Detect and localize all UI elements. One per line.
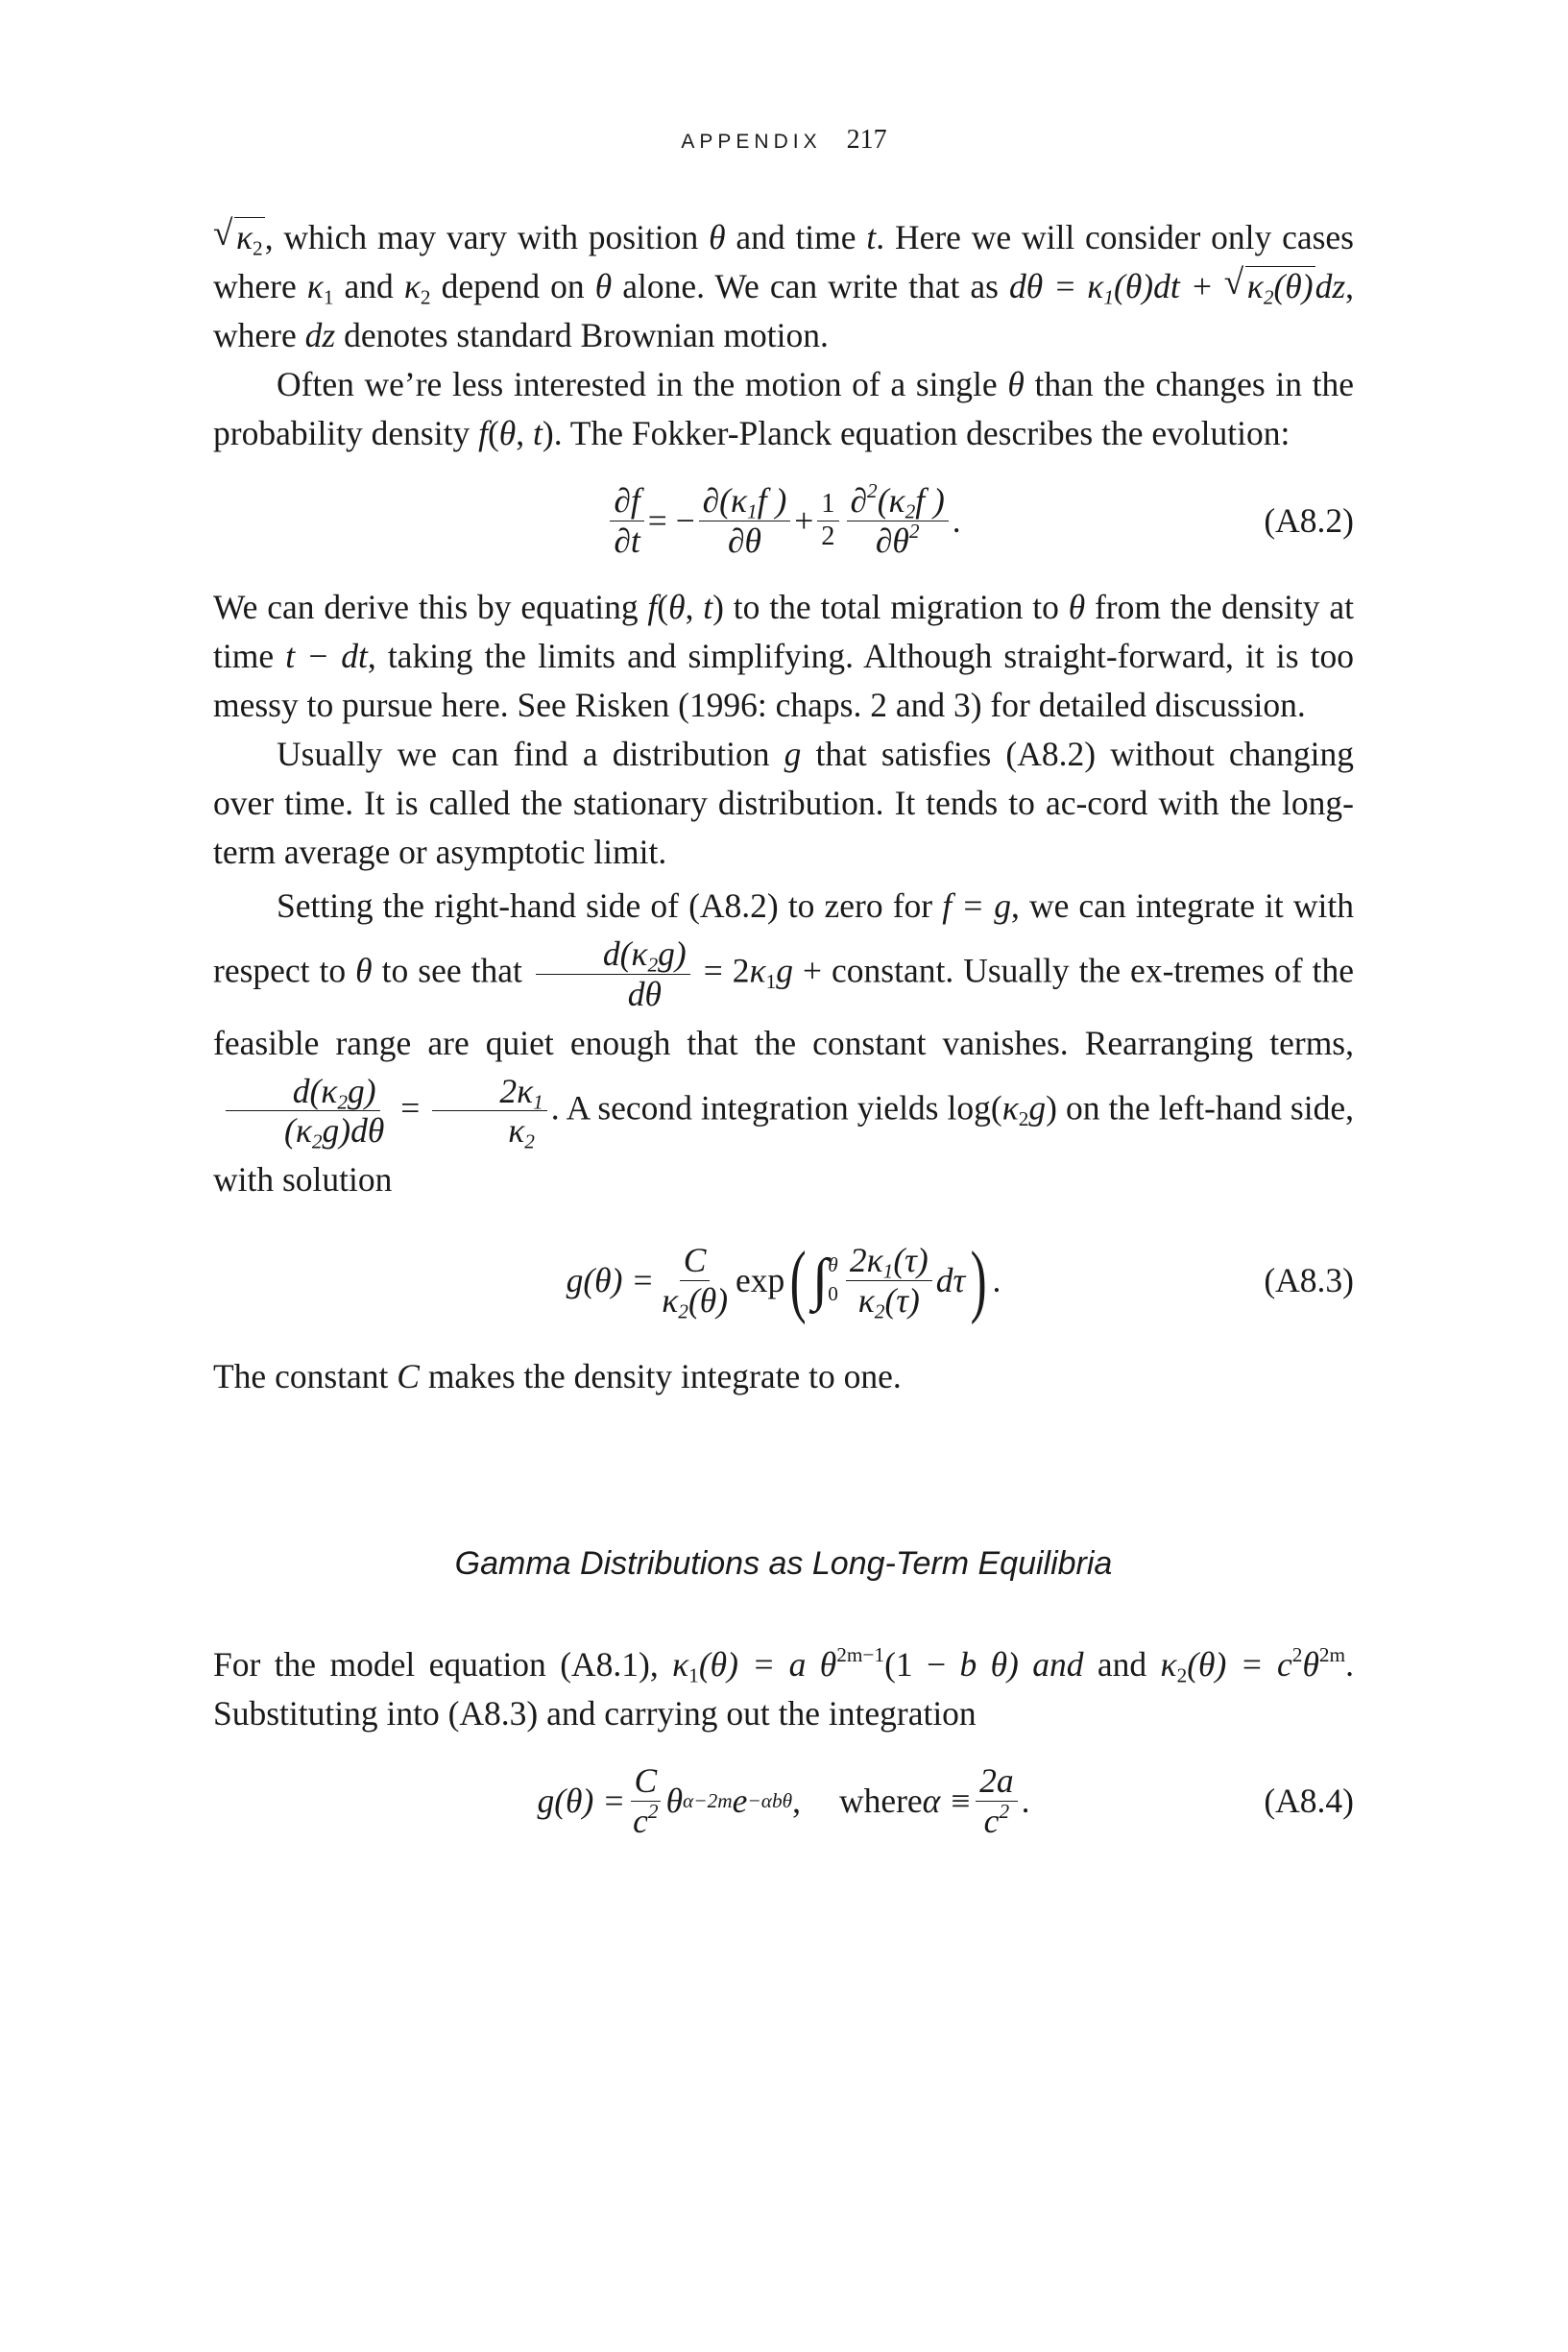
frac-ratio: $\frac{2\kappa_1}{\kappa_2}$ [432,1072,546,1152]
integral-sign: ∫ [811,1248,829,1313]
equation-number-a8-4: (A8.4) [1264,1782,1354,1821]
running-head: APPENDIX [681,131,822,153]
equation-number-a8-2: (A8.2) [1264,501,1354,540]
sqrt-kappa2: √ $\kappa_2$ [213,213,265,262]
equation-number-a8-3: (A8.3) [1264,1261,1354,1300]
frac-diffusion: $\frac{\partial^2(\kappa_2f )}{\partial\theta^2}$ [847,481,949,561]
paragraph-2: Often we’re less interested in the motion of a single θ than the changes in the probability density f(θ, t). The Fokker-Planck equation describes the evolution: [213,365,1354,452]
frac-drift: $\frac{\partial(\kappa_1f )}{\partial\theta}$ [699,481,791,561]
equation-a8-4: g(θ) = $\frac{C}{c^2}$ θ α−2m e −αbθ , where α ≡ $\frac{2a}{c^2}$ . (A8.4) [537,1760,1354,1840]
frac-d-kappa2-g: $\frac{d(\kappa_2g)}{d\theta}$ [536,934,690,1014]
frac-2a-c2: $\frac{2a}{c^2}$ [976,1761,1018,1841]
section-heading: Gamma Distributions as Long-Term Equilibria [454,1545,1113,1583]
paragraph-5: Setting the right-hand side of (A8.2) to zero for f = g, we can integrate it with respect to θ to see that $\frac{d(\kappa_2g)}{d\theta}$ = $2\kappa_1g$ + constant. Usually the ex-tremes of the feasible range are quiet enough that the constant vanishes. Rearranging terms, $\frac{d(\kappa_2g)}{(\kappa_2g)d\theta}$ = $\frac{2\kappa_1}{\kappa_2}$ . A second integration yields $\log(\kappa_2g)$ on the left-hand side, with solution [213,886,1354,1200]
sde-equation: $d\theta = \kappa_1(\theta)dt$ + √ $\kappa_2(\theta)dz$ [1009,267,1345,305]
equation-a8-3: g(θ) = $\frac{C}{\kappa_2(\theta)}$ exp ( ∫ θ 0 $\frac{2\kappa_1(\tau)}{\kappa_2(\tau)}$ dτ ) . (A8.3) [566,1234,1354,1325]
paragraph-3: We can derive this by equating f(θ, t) to the total migration to θ from the density at time t − dt, taking the limits and simplifying. Although straight-forward, it is too messy to pursue here. See Risken (1996: chaps. 2 and 3) for detailed discussion. [213,588,1355,724]
paragraph-4: Usually we can find a distribution g that satisfies (A8.2) without changing over time. It is called the stationary distribution. It tends to ac-cord with the long-term average or asymptotic limit. [213,735,1354,871]
frac-df-dt: $\frac{\partial f}{\partial t}$ [610,481,643,561]
equation-a8-2: $\frac{\partial f}{\partial t}$ = − $\frac{\partial(\kappa_1f )}{\partial\theta}$ + $\frac{1}{2}$ $\frac{\partial^2(\kappa_2f )}{\partial\theta^2}$ . (A8.2) [213,458,1354,583]
frac-c-c2: $\frac{C}{c^2}$ [629,1761,662,1841]
paragraph-1: √ $\kappa_2$, which may vary with position θ and time t. Here we will consider only cases where $\kappa_1$ and $\kappa_2$ depend on θ alone. We can write that as $d\theta = \kappa_1(\theta)dt$ + √ $\kappa_2(\theta)dz$, where dz denotes standard Brownian motion. [213,213,1354,360]
frac-c-kappa2: $\frac{C}{\kappa_2(\theta)}$ [662,1240,729,1323]
paragraph-6: The constant C makes the density integrate to one. [213,1357,902,1396]
running-header [0,125,1568,156]
page-body [213,213,1354,1863]
paragraph-7: For the model equation (A8.1), $\kappa_1(\theta) = a$ $\theta^{2m-1}(1 - b$ θ) and and $\kappa_2(\theta) = c^2\theta^{2m}$. Substituting into (A8.3) and carrying out the integration [213,1643,1354,1734]
page-number: 217 [846,125,887,155]
frac-half: $\frac{1}{2}$ [817,489,838,552]
frac-integrand: $\frac{2\kappa_1(\tau)}{\kappa_2(\tau)}$ [846,1241,932,1321]
frac-dlog: $\frac{d(\kappa_2g)}{(\kappa_2g)d\theta}$ [217,1072,388,1152]
